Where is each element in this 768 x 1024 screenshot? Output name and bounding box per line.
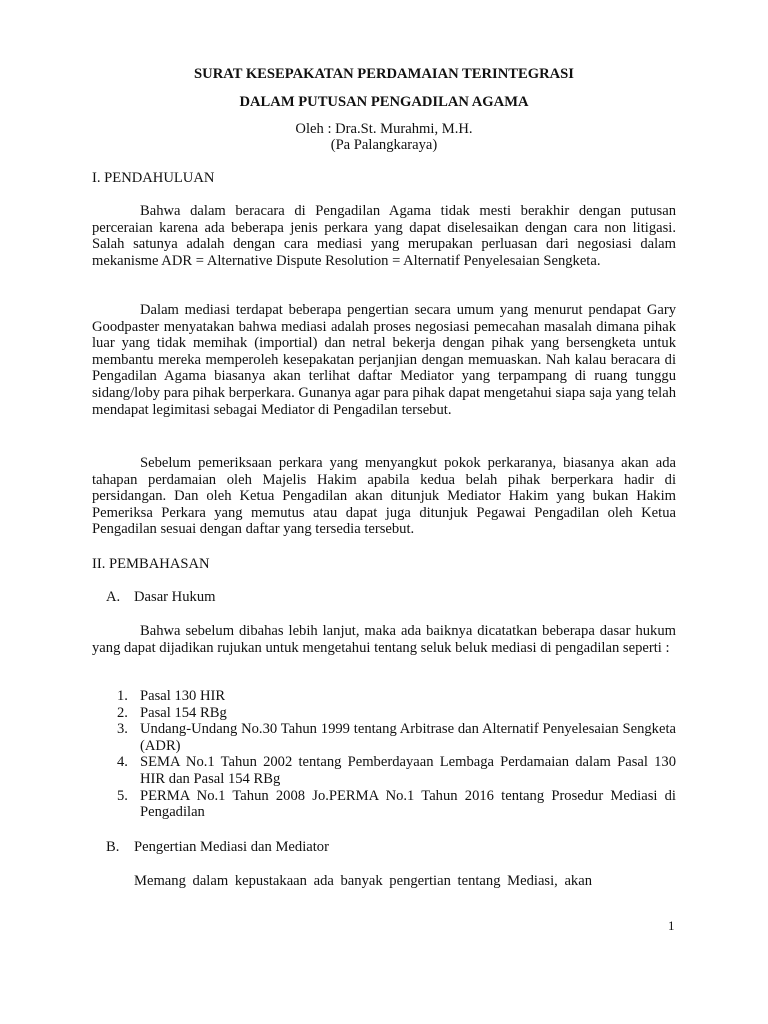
subsection-letter: A. (106, 589, 121, 605)
document-title-line-2: DALAM PUTUSAN PENGADILAN AGAMA (239, 94, 529, 110)
list-text: PERMA No.1 Tahun 2008 Jo.PERMA No.1 Tahun 2016 tentang Prosedur Mediasi di Pengadilan (140, 787, 676, 821)
subsection-heading-pengertian (106, 839, 329, 856)
list-item (117, 688, 676, 705)
list-number: 1. (117, 688, 128, 704)
list-number: 3. (117, 721, 128, 738)
list-text: SEMA No.1 Tahun 2002 tentang Pemberdayaan Lembaga Perdamaian dalam Pasal 130 HIR dan Pasal 154 RBg (140, 754, 676, 787)
paragraph-text: Bahwa dalam beracara di Pengadilan Agama tidak mesti berakhir dengan putusan perceraian karena ada beberapa jenis perkara yang dapat diselesaikan dengan cara non litigasi. Salah satunya adalah dengan cara mediasi yang merupakan perluasan dari negosiasi dalam mekanisme ADR = Alternative Dispute Resolution = Alternatif Penyelesaian Sengketa. (92, 203, 676, 269)
paragraph-intro-1 (92, 203, 676, 269)
list-number: 2. (117, 704, 128, 721)
subsection-heading-dasar-hukum (106, 589, 215, 606)
document-title-line-1: SURAT KESEPAKATAN PERDAMAIAN TERINTEGRASI (194, 66, 574, 82)
list-item (117, 721, 676, 754)
section-heading-pendahuluan: I. PENDAHULUAN (92, 170, 215, 186)
paragraph-dasar-hukum (92, 623, 676, 656)
paragraph-text: Dalam mediasi terdapat beberapa pengertian secara umum yang menurut pendapat Gary Goodpaster menyatakan bahwa mediasi adalah proses negosiasi pemecahan masalah dimana pihak luar yang tidak memihak (importial) dan netral bekerja dengan pihak yang bersengketa untuk membantu mereka memperoleh kesepakatan perjanjian dengan memuaskan. Nah kalau beracara di Pengadilan Agama biasanya akan terlihat daftar Mediator yang terpampang di ruang tunggu sidang/loby para pihak berperkara. Gunanya agar para pihak dapat mengetahui siapa saja yang telah mendapat legimitasi sebagai Mediator di Pengadilan tersebut. (92, 302, 676, 418)
legal-basis-list (117, 688, 676, 821)
subsection-title: Pengertian Mediasi dan Mediator (134, 839, 329, 855)
list-text: Pasal 154 RBg (140, 704, 227, 721)
paragraph-intro-2 (92, 302, 676, 418)
list-number: 5. (117, 787, 128, 804)
author-line: Oleh : Dra.St. Murahmi, M.H. (295, 121, 473, 137)
list-text: Pasal 130 HIR (140, 688, 226, 704)
paragraph-text: Bahwa sebelum dibahas lebih lanjut, maka ada baiknya dicatatkan beberapa dasar hukum yang dapat dijadikan rujukan untuk mengetahui tentang seluk beluk mediasi di pengadilan seperti : (92, 623, 676, 656)
section-heading-pembahasan: II. PEMBAHASAN (92, 556, 210, 572)
page-number: 1 (668, 918, 675, 933)
list-number: 4. (117, 754, 128, 771)
paragraph-text: Sebelum pemeriksaan perkara yang menyangkut pokok perkaranya, biasanya akan ada tahapan perdamaian oleh Majelis Hakim apabila kedua belah pihak berperkara hadir di persidangan. Dan oleh Ketua Pengadilan akan ditunjuk Mediator Hakim yang bukan Hakim Pemeriksa Perkara yang memutus atau dapat juga ditunjuk Pegawai Pengadilan oleh Ketua Pengadilan sesuai dengan daftar yang tersedia tersebut. (92, 455, 676, 538)
affiliation-line: (Pa Palangkaraya) (330, 137, 438, 153)
paragraph-intro-3 (92, 455, 676, 538)
list-item (117, 788, 676, 821)
list-item (117, 754, 676, 787)
list-item (117, 705, 676, 722)
list-text: Undang-Undang No.30 Tahun 1999 tentang Arbitrase dan Alternatif Penyelesaian Sengketa (ADR) (140, 721, 676, 754)
subsection-letter: B. (106, 839, 120, 855)
paragraph-pengertian: Memang dalam kepustakaan ada banyak pengertian tentang Mediasi, akan (134, 873, 593, 889)
subsection-title: Dasar Hukum (134, 589, 216, 605)
